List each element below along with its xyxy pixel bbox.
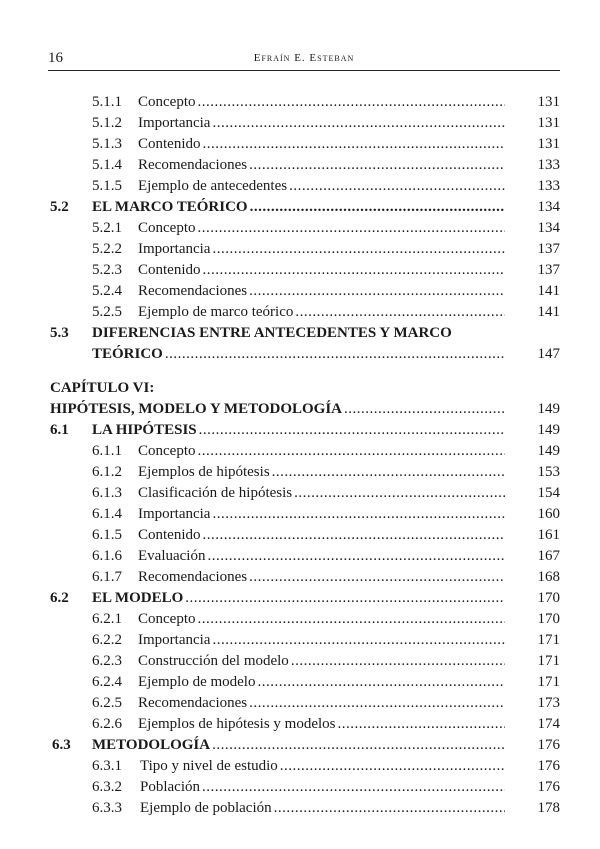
toc-entry-line [92, 735, 505, 755]
toc-entry-title: Importancia [138, 241, 211, 257]
toc-section-title: LA HIPÓTESIS [92, 422, 197, 438]
toc-entry [0, 260, 600, 280]
toc-section [0, 588, 600, 608]
toc-entry-number: 6.3.2 [92, 779, 122, 795]
toc-entry-page: 176 [537, 737, 560, 753]
toc-entry-page: 153 [537, 464, 560, 480]
toc-entry [0, 777, 600, 797]
toc-entry-title: Concepto [138, 220, 196, 236]
toc-entry-page: 176 [537, 779, 560, 795]
toc-entry-title: Concepto [138, 443, 196, 459]
toc-entry-title: Ejemplo de antecedentes [138, 178, 288, 194]
toc-entry-number: 6.3.1 [92, 758, 122, 774]
toc-entry-title: Contenido [138, 527, 201, 543]
toc-entry [0, 525, 600, 545]
toc-entry-page: 149 [537, 443, 560, 459]
toc-section-title: DIFERENCIAS ENTRE ANTECEDENTES Y MARCO [92, 325, 452, 341]
toc-entry-line [138, 525, 505, 545]
dot-leader [289, 176, 505, 196]
toc-entry-page: 173 [537, 695, 560, 711]
toc-entry [0, 113, 600, 133]
toc-entry-page: 133 [537, 157, 560, 173]
toc-entry [0, 281, 600, 301]
toc-entry-line [138, 630, 505, 650]
toc-entry [0, 134, 600, 154]
toc-entry [0, 504, 600, 524]
toc-entry [0, 462, 600, 482]
running-title: Efraín E. Esteban [253, 52, 355, 64]
toc-entry-line [140, 777, 505, 797]
toc-entry-line [92, 588, 505, 608]
toc-entry-page: 137 [537, 241, 560, 257]
dot-leader [294, 483, 505, 503]
toc-entry-line [138, 155, 505, 175]
toc-entry-number: 5.1.3 [92, 136, 122, 152]
toc-entry-title: Contenido [138, 262, 201, 278]
dot-leader [212, 239, 505, 259]
toc-entry [0, 239, 600, 259]
toc-entry-line [138, 281, 505, 301]
chapter-label: CAPÍTULO VI: [50, 380, 155, 396]
toc-entry-page: 149 [537, 401, 560, 417]
dot-leader [198, 609, 506, 629]
dot-leader [165, 344, 505, 364]
page-number: 16 [48, 50, 63, 66]
toc-section-title: TEÓRICO [92, 346, 163, 362]
toc-section-number: 5.2 [50, 199, 69, 215]
toc-entry-number: 6.2.1 [92, 611, 122, 627]
toc-entry-page: 160 [537, 506, 560, 522]
toc-entry-number: 5.2.4 [92, 283, 122, 299]
dot-leader [198, 92, 506, 112]
toc-section-number: 6.3 [52, 737, 71, 753]
chapter-heading [0, 378, 600, 398]
dot-leader [280, 756, 505, 776]
toc-entry-line [92, 197, 505, 217]
toc-entry-number: 5.2.5 [92, 304, 122, 320]
toc-entry-number: 6.2.6 [92, 716, 122, 732]
dot-leader [212, 113, 505, 133]
toc-entry-title: Clasificación de hipótesis [138, 485, 293, 501]
toc-entry [0, 714, 600, 734]
toc-entry-line [138, 651, 505, 671]
toc-entry-line [92, 420, 505, 440]
toc-entry-title: Ejemplo de marco teórico [138, 304, 294, 320]
dot-leader [249, 567, 505, 587]
toc-entry-number: 6.3.3 [92, 800, 122, 816]
toc-entry-page: 131 [537, 115, 560, 131]
toc-entry [0, 756, 600, 776]
toc-entry-title: Población [140, 779, 200, 795]
toc-entry-page: 137 [537, 262, 560, 278]
dot-leader [274, 798, 505, 818]
toc-entry-line [138, 113, 505, 133]
toc-entry-title: Ejemplos de hipótesis y modelos [138, 716, 336, 732]
toc-entry-page: 168 [537, 569, 560, 585]
toc-entry-line [92, 344, 505, 364]
toc-entry-title: Ejemplo de modelo [138, 674, 256, 690]
toc-entry-page: 174 [537, 716, 560, 732]
toc-entry-page: 131 [537, 94, 560, 110]
toc-entry-page: 171 [537, 653, 560, 669]
toc-entry-page: 171 [537, 674, 560, 690]
dot-leader [249, 155, 505, 175]
dot-leader [212, 504, 505, 524]
toc-entry-page: 134 [537, 199, 560, 215]
toc-entry-page: 133 [537, 178, 560, 194]
toc-entry-title: Concepto [138, 611, 196, 627]
dot-leader [337, 714, 505, 734]
dot-leader [203, 260, 506, 280]
toc-entry-number: 5.1.5 [92, 178, 122, 194]
toc-section [0, 735, 600, 755]
toc-entry-line [138, 462, 505, 482]
toc-entry [0, 609, 600, 629]
toc-entry-title: Construcción del modelo [138, 653, 289, 669]
toc-entry-number: 5.1.4 [92, 157, 122, 173]
toc-entry-title: Importancia [138, 506, 211, 522]
toc-entry [0, 176, 600, 196]
toc-entry-number: 5.2.3 [92, 262, 122, 278]
toc-entry-number: 6.1.1 [92, 443, 122, 459]
toc-entry-number: 5.2.1 [92, 220, 122, 236]
toc-section-continuation [0, 344, 600, 364]
toc-entry-number: 6.2.3 [92, 653, 122, 669]
toc-entry-number: 6.2.5 [92, 695, 122, 711]
toc-entry [0, 672, 600, 692]
toc-entry-number: 5.1.2 [92, 115, 122, 131]
dot-leader [250, 197, 505, 217]
toc-entry-page: 176 [537, 758, 560, 774]
toc-entry-title: Importancia [138, 632, 211, 648]
toc-entry-number: 5.1.1 [92, 94, 122, 110]
toc-entry-page: 149 [537, 422, 560, 438]
toc-entry-title: Importancia [138, 115, 211, 131]
dot-leader [272, 462, 505, 482]
toc-entry-number: 6.2.4 [92, 674, 122, 690]
toc-entry-line [138, 218, 505, 238]
toc-section-title: EL MARCO TEÓRICO [92, 199, 248, 215]
toc-entry-number: 6.1.7 [92, 569, 122, 585]
toc-entry-page: 178 [537, 800, 560, 816]
toc-entry-line [138, 567, 505, 587]
toc-entry-title: Recomendaciones [138, 569, 248, 585]
toc-entry-title: Ejemplos de hipótesis [138, 464, 270, 480]
dot-leader [203, 525, 506, 545]
toc-entry-line [138, 483, 505, 503]
toc-entry-title: Concepto [138, 94, 196, 110]
dot-leader [249, 281, 505, 301]
dot-leader [207, 546, 505, 566]
toc-entry-line [50, 399, 505, 419]
toc-entry [0, 155, 600, 175]
toc-entry-line [138, 672, 505, 692]
toc-entry-number: 6.1.3 [92, 485, 122, 501]
toc-entry [0, 92, 600, 112]
toc-entry [0, 798, 600, 818]
toc-entry-page: 161 [537, 527, 560, 543]
toc-entry-page: 170 [537, 611, 560, 627]
toc-entry [0, 302, 600, 322]
toc-entry-page: 141 [537, 304, 560, 320]
toc-entry-page: 154 [537, 485, 560, 501]
toc-entry-title: Ejemplo de población [140, 800, 272, 816]
toc-entry-number: 6.1.6 [92, 548, 122, 564]
toc-entry-line [138, 441, 505, 461]
dot-leader [212, 735, 505, 755]
page-header [48, 50, 560, 71]
toc-section [0, 323, 600, 343]
toc-section-title: METODOLOGÍA [92, 737, 211, 753]
toc-entry-number: 6.1.2 [92, 464, 122, 480]
toc-section-number: 5.3 [50, 325, 69, 341]
dot-leader [344, 399, 505, 419]
toc-entry-page: 147 [537, 346, 560, 362]
dot-leader [249, 693, 505, 713]
toc-entry-number: 6.1.5 [92, 527, 122, 543]
toc-entry [0, 218, 600, 238]
dot-leader [291, 651, 505, 671]
chapter-title-row [0, 399, 600, 419]
dot-leader [203, 134, 506, 154]
toc-entry-title: Contenido [138, 136, 201, 152]
dot-leader [199, 420, 505, 440]
toc-entry-title: Tipo y nivel de estudio [140, 758, 278, 774]
toc-entry [0, 651, 600, 671]
dot-leader [198, 218, 506, 238]
toc-entry-page: 171 [537, 632, 560, 648]
toc-entry-page: 131 [537, 136, 560, 152]
toc-entry-title: Recomendaciones [138, 695, 248, 711]
toc-entry-line [138, 134, 505, 154]
toc-section-number: 6.2 [50, 590, 69, 606]
toc-entry-line [138, 504, 505, 524]
toc-entry [0, 546, 600, 566]
toc-entry [0, 567, 600, 587]
toc-entry-number: 6.1.4 [92, 506, 122, 522]
toc-entry-line [138, 609, 505, 629]
dot-leader [295, 302, 505, 322]
toc-entry-line [138, 302, 505, 322]
toc-entry-line [138, 546, 505, 566]
toc-entry-number: 6.2.2 [92, 632, 122, 648]
toc-entry-line [138, 239, 505, 259]
toc-section [0, 197, 600, 217]
toc-entry-title: Recomendaciones [138, 157, 248, 173]
toc-entry [0, 441, 600, 461]
toc-entry-line [140, 798, 505, 818]
chapter-title: HIPÓTESIS, MODELO Y METODOLOGÍA [50, 401, 342, 417]
toc-entry-page: 167 [537, 548, 560, 564]
dot-leader [212, 630, 505, 650]
toc-entry-title: Recomendaciones [138, 283, 248, 299]
toc-entry-title: Evaluación [138, 548, 206, 564]
toc-entry [0, 483, 600, 503]
toc-entry [0, 630, 600, 650]
toc-entry-page: 170 [537, 590, 560, 606]
dot-leader [257, 672, 505, 692]
toc-entry-page: 134 [537, 220, 560, 236]
toc-entry-line [138, 714, 505, 734]
dot-leader [185, 588, 505, 608]
toc-entry-line [138, 693, 505, 713]
toc-entry-line [138, 260, 505, 280]
toc-section-number: 6.1 [50, 422, 69, 438]
toc-entry [0, 693, 600, 713]
toc-section [0, 420, 600, 440]
dot-leader [202, 777, 505, 797]
toc-entry-line [138, 176, 505, 196]
toc-entry-page: 141 [537, 283, 560, 299]
dot-leader [198, 441, 506, 461]
toc-entry-number: 5.2.2 [92, 241, 122, 257]
toc-section-title: EL MODELO [92, 590, 184, 606]
toc-entry-line [140, 756, 505, 776]
toc-entry-line [138, 92, 505, 112]
